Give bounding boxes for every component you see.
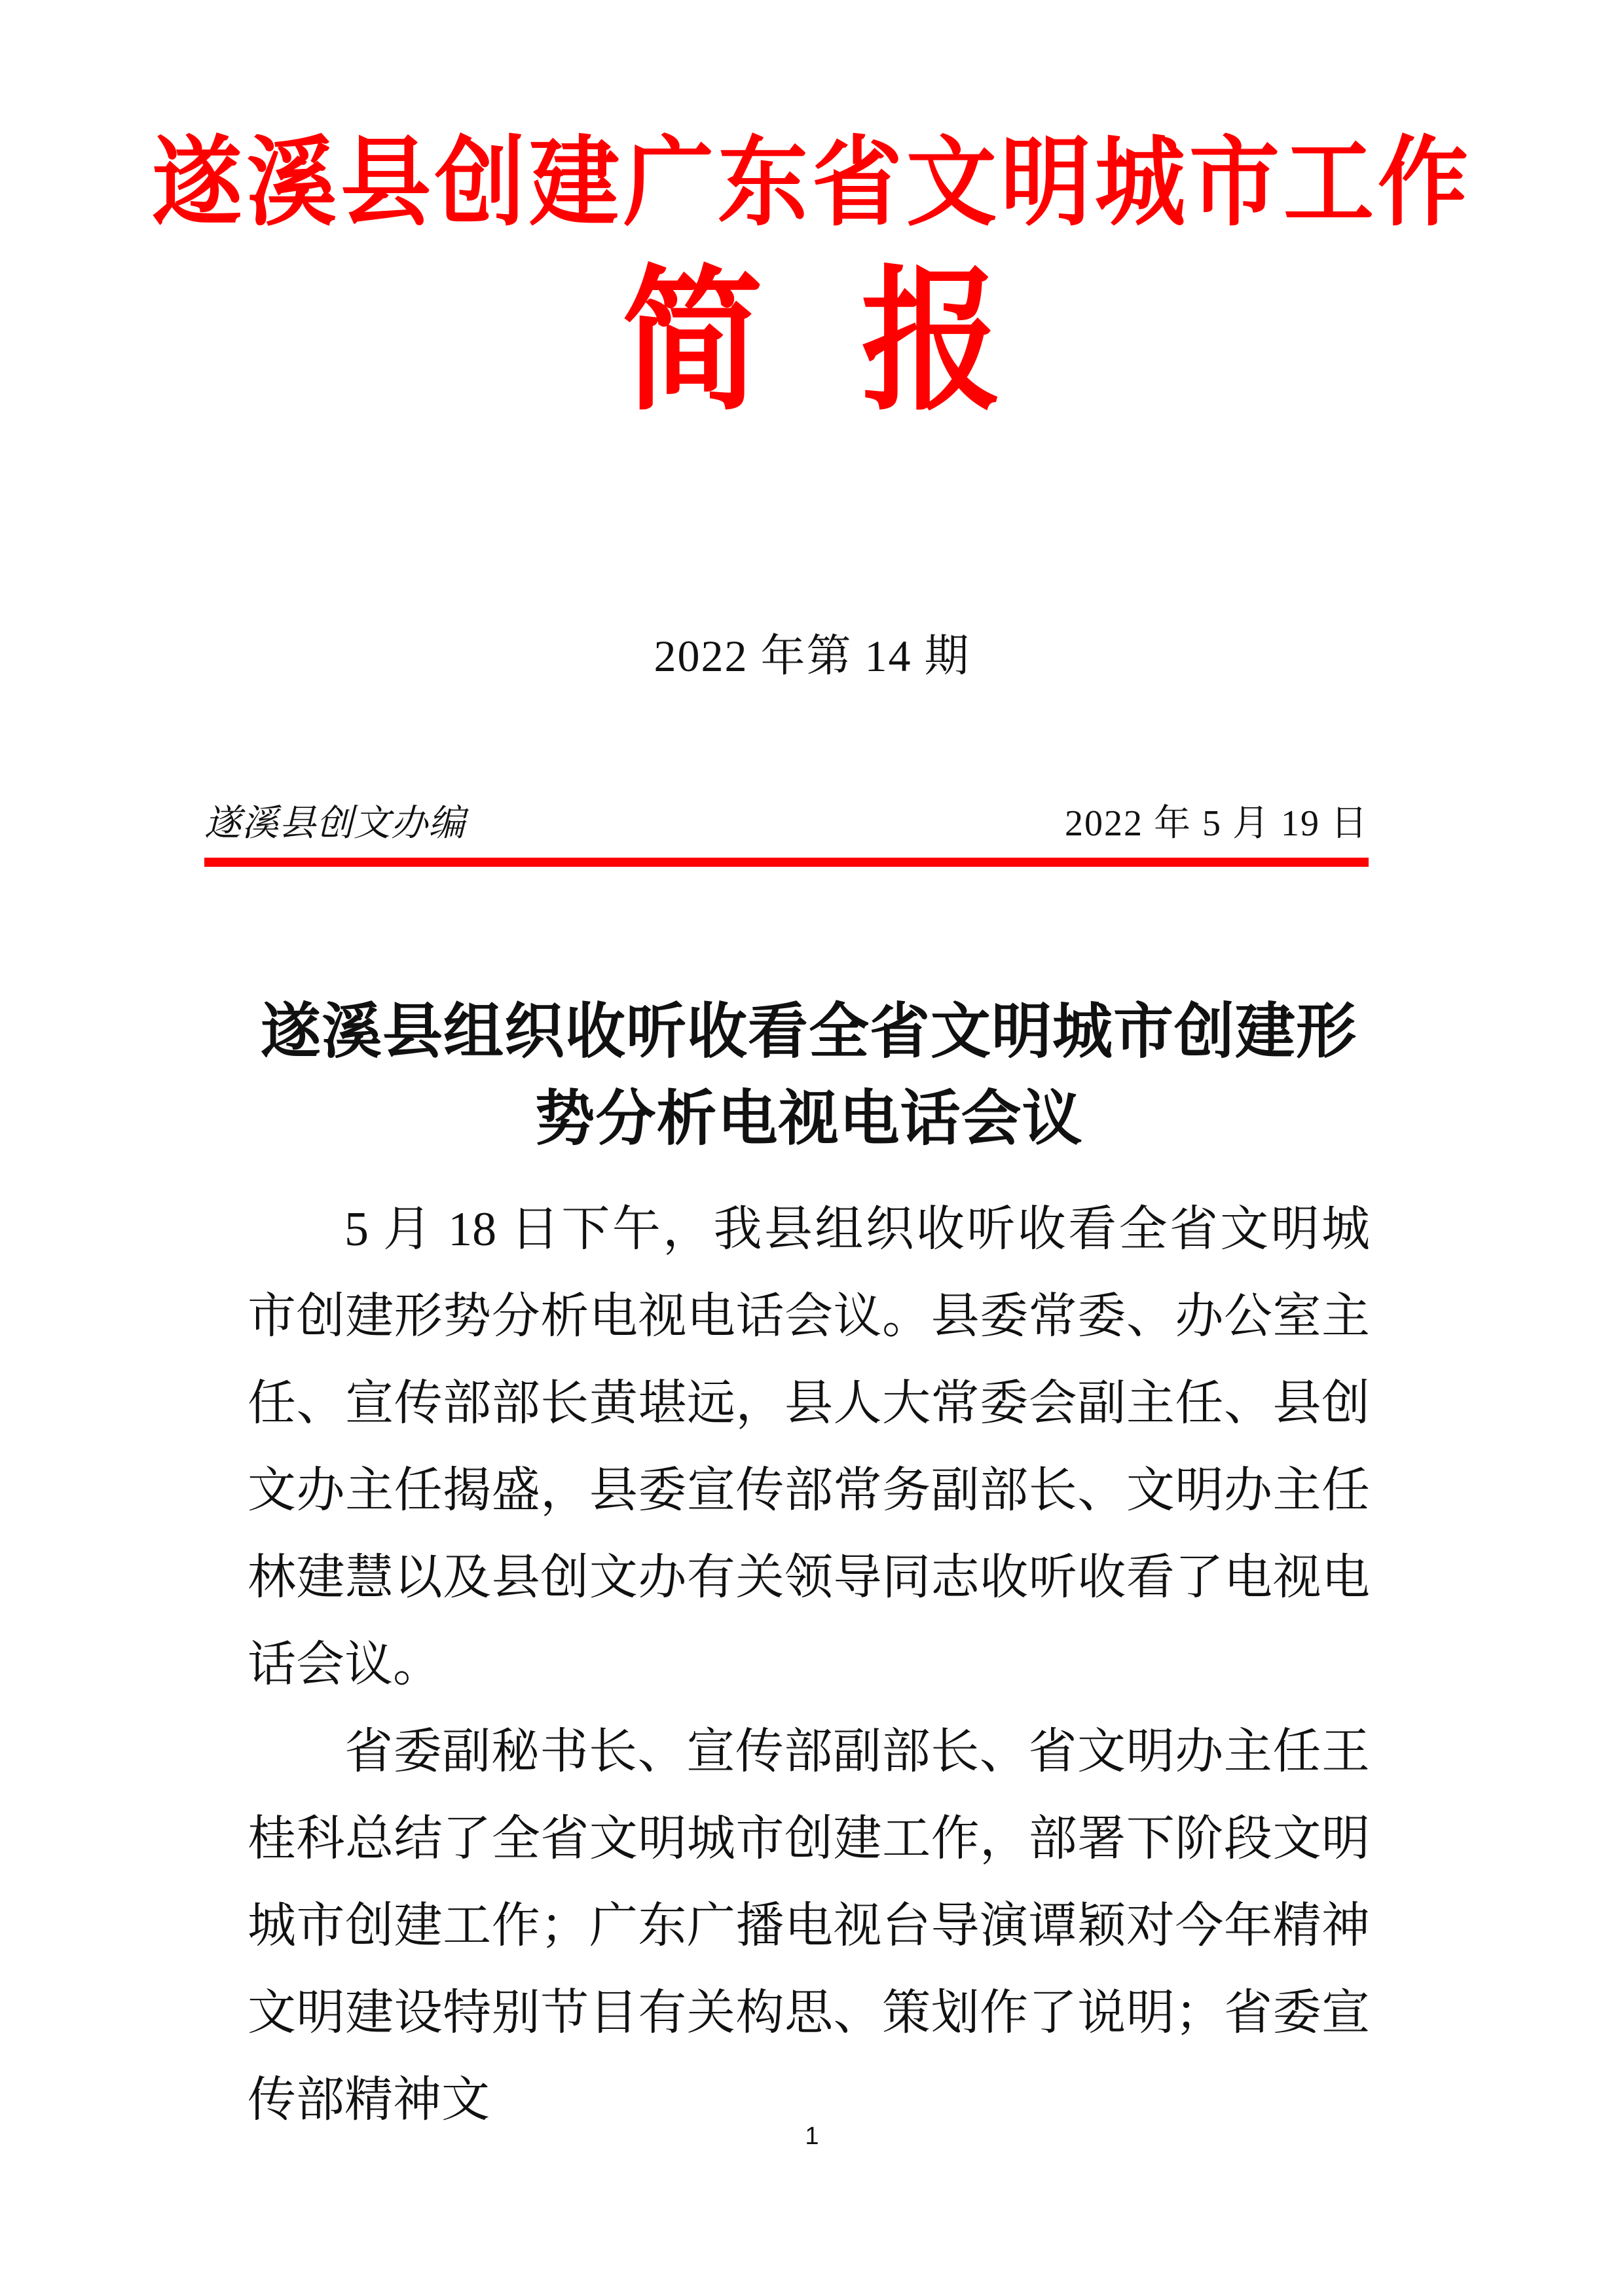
masthead-subtitle: 简报 xyxy=(622,254,1100,428)
masthead xyxy=(0,0,1624,428)
article-body xyxy=(248,1186,1370,2144)
issue-number: 2022 年第 14 期 xyxy=(654,631,970,681)
article-title: 遂溪县组织收听收看全省文明城市创建形势分析电视电话会议 xyxy=(260,998,1357,1153)
publisher-label: 遂溪县创文办编 xyxy=(204,803,466,844)
masthead-title: 遂溪县创建广东省文明城市工作 xyxy=(151,128,1472,238)
article-paragraph: 省委副秘书长、宣传部副部长、省文明办主任王桂科总结了全省文明城市创建工作，部署下阶段文明城市创建工作；广东广播电视台导演谭颖对今年精神文明建设特别节目有关构思、策划作了说明；省委宣传部精神文 xyxy=(248,1725,1370,2127)
masthead-meta-row xyxy=(204,794,1369,847)
red-divider-rule xyxy=(204,858,1369,867)
page-number: 1 xyxy=(805,2123,819,2150)
publication-date: 2022 年 5 月 19 日 xyxy=(1065,803,1369,844)
article-paragraph: 5 月 18 日下午，我县组织收听收看全省文明城市创建形势分析电视电话会议。县委常委、办公室主任、宣传部部长黄堪远，县人大常委会副主任、县创文办主任揭盛，县委宣传部常务副部长、文明办主任林建慧以及县创文办有关领导同志收听收看了电视电话会议。 xyxy=(248,1203,1370,1692)
